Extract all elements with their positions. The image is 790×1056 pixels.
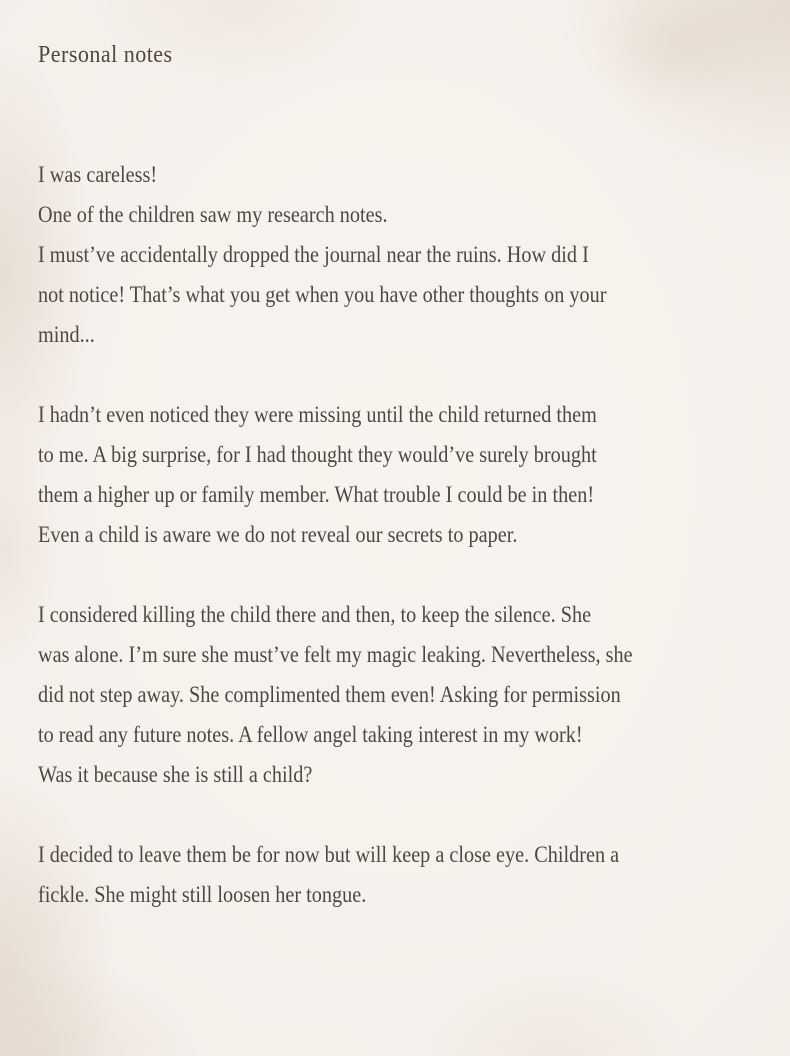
note-line: I must’ve accidentally dropped the journal near the ruins. How did I <box>38 242 589 267</box>
note-line: I was careless! <box>38 162 158 187</box>
note-line: I considered killing the child there and then, to keep the silence. She <box>38 602 592 627</box>
paragraph <box>38 395 770 555</box>
page-title: Personal notes <box>38 42 173 68</box>
note-line: I hadn’t even noticed they were missing until the child returned them <box>38 402 597 427</box>
note-line: did not step away. She complimented them even! Asking for permission <box>38 682 621 707</box>
note-line: I decided to leave them be for now but will keep a close eye. Children a <box>38 842 620 867</box>
note-line: Even a child is aware we do not reveal our secrets to paper. <box>38 522 518 547</box>
paragraph <box>38 155 770 355</box>
note-line: them a higher up or family member. What trouble I could be in then! <box>38 482 595 507</box>
note-line: not notice! That’s what you get when you have other thoughts on your <box>38 282 607 307</box>
note-line: One of the children saw my research notes. <box>38 202 388 227</box>
note-line: to read any future notes. A fellow angel taking interest in my work! <box>38 722 583 747</box>
paragraph <box>38 835 770 915</box>
note-line: was alone. I’m sure she must’ve felt my magic leaking. Nevertheless, she <box>38 642 633 667</box>
note-line: Was it because she is still a child? <box>38 762 313 787</box>
note-body <box>38 155 770 915</box>
paragraph <box>38 595 770 795</box>
note-line: to me. A big surprise, for I had thought they would’ve surely brought <box>38 442 597 467</box>
note-line: fickle. She might still loosen her tongue. <box>38 882 367 907</box>
note-line: mind... <box>38 322 95 347</box>
